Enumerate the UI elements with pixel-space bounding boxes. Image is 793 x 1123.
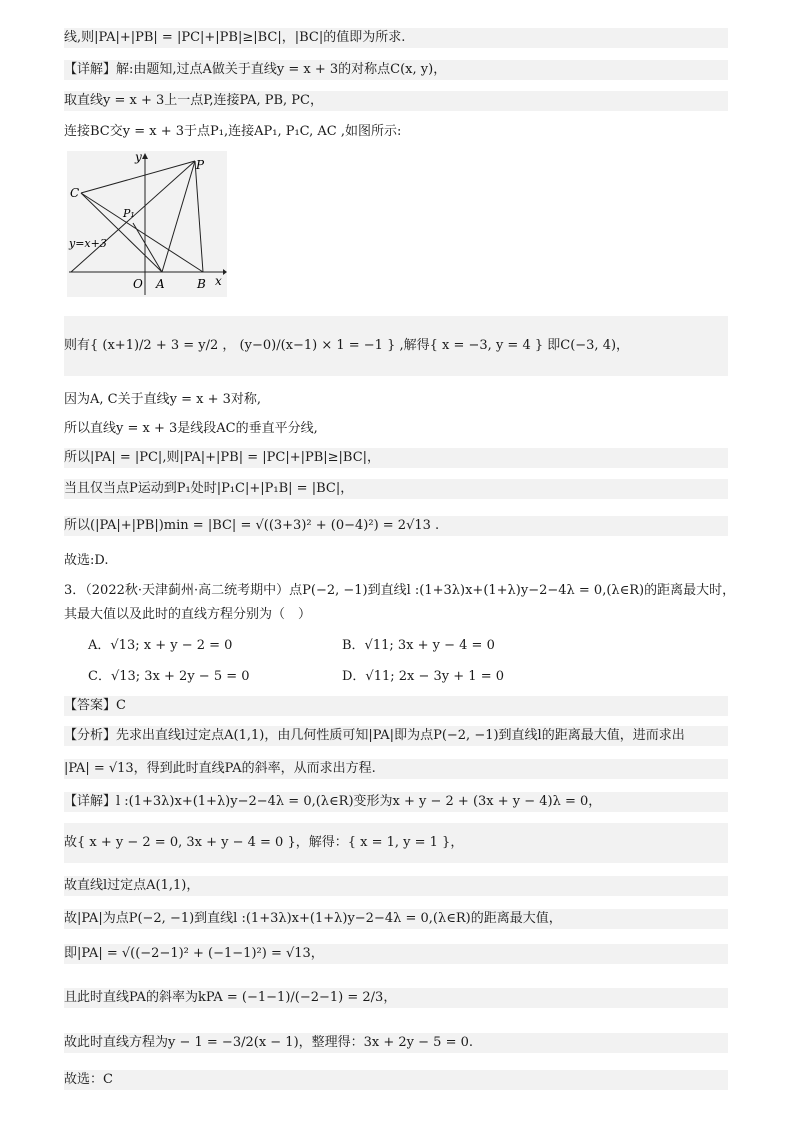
segment-CA — [81, 193, 162, 272]
y-arrow-icon — [142, 153, 148, 159]
segment-CP — [81, 161, 195, 193]
label-y: y — [135, 151, 142, 164]
label-line: y=x+3 — [69, 237, 107, 250]
option-A: A．√13; x + y − 2 = 0 — [88, 638, 233, 653]
question-3-stem-cont: 其最大值以及此时的直线方程分别为（ ） — [64, 607, 312, 622]
segment-PA — [162, 161, 195, 272]
label-P: P — [196, 158, 205, 172]
text-line: 【详解】解:由题知,过点A做关于直线y = x + 3的对称点C(x, y)， — [64, 60, 728, 80]
geometry-figure — [67, 151, 227, 297]
label-P1: P₁ — [123, 207, 135, 220]
segment-CB — [81, 193, 203, 272]
question-3-stem: 3．（2022秋·天津蓟州·高二统考期中）点P(−2, −1)到直线l :(1+3λ)x+(1+λ)y−2−4λ = 0,(λ∈R)的距离最大时， — [64, 583, 736, 598]
detail-line: 且此时直线PA的斜率为kPA = (−1−1)/(−2−1) = 2/3， — [64, 988, 728, 1008]
detail-line: 故选：C — [64, 1070, 728, 1090]
label-x: x — [215, 274, 222, 288]
detail-line: 【详解】l :(1+3λ)x+(1+λ)y−2−4λ = 0,(λ∈R)变形为x + y − 2 + (3x + y − 4)λ = 0， — [64, 792, 728, 812]
detail-line-system: 故{ x + y − 2 = 0, 3x + y − 4 = 0 }，解得：{ x = 1, y = 1 }， — [64, 823, 728, 863]
text-line: 取直线y = x + 3上一点P,连接PA, PB, PC， — [64, 91, 728, 111]
label-O: O — [133, 277, 143, 291]
text-line-system: 则有{ (x+1)/2 + 3 = y/2 ， (y−0)/(x−1) × 1 = −1 } ,解得{ x = −3, y = 4 } 即C(−3, 4)， — [64, 316, 728, 376]
label-A: A — [156, 277, 165, 291]
detail-line: 故直线l过定点A(1,1)， — [64, 876, 728, 896]
analysis-line: 【分析】先求出直线l过定点A(1,1)，由几何性质可知|PA|即为点P(−2, −1)到直线l的距离最大值，进而求出 — [64, 726, 728, 746]
detail-line: 故|PA|为点P(−2, −1)到直线l :(1+3λ)x+(1+λ)y−2−4λ = 0,(λ∈R)的距离最大值， — [64, 909, 728, 929]
text-line: 故选:D. — [64, 553, 109, 568]
analysis-line: |PA| = √13，得到此时直线PA的斜率，从而求出方程. — [64, 759, 728, 779]
figure-svg — [67, 151, 227, 297]
option-B: B．√11; 3x + y − 4 = 0 — [342, 638, 495, 653]
option-C: C．√13; 3x + 2y − 5 = 0 — [88, 669, 250, 684]
option-D: D．√11; 2x − 3y + 1 = 0 — [342, 669, 504, 684]
text-line: 所以(|PA|+|PB|)min = |BC| = √((3+3)² + (0−4)²) = 2√13 . — [64, 516, 728, 536]
text-line: 连接BC交y = x + 3于点P₁,连接AP₁, P₁C, AC ,如图所示: — [64, 124, 402, 139]
segment-PB — [195, 161, 203, 272]
detail-line: 故此时直线方程为y − 1 = −3/2(x − 1)，整理得：3x + 2y − 5 = 0. — [64, 1033, 728, 1053]
text-line: 当且仅当点P运动到P₁处时|P₁C|+|P₁B| = |BC|， — [64, 479, 728, 499]
label-B: B — [197, 277, 206, 291]
x-arrow-icon — [223, 269, 227, 275]
text-line: 所以直线y = x + 3是线段AC的垂直平分线, — [64, 421, 318, 436]
label-C: C — [70, 186, 80, 200]
text-line: 因为A, C关于直线y = x + 3对称, — [64, 392, 261, 407]
answer-line: 【答案】C — [64, 696, 728, 716]
text-line: 所以|PA| = |PC|,则|PA|+|PB| = |PC|+|PB|≥|BC|， — [64, 448, 728, 468]
text-line: 线,则|PA|+|PB| = |PC|+|PB|≥|BC|，|BC|的值即为所求. — [64, 28, 728, 48]
detail-line: 即|PA| = √((−2−1)² + (−1−1)²) = √13， — [64, 944, 728, 964]
